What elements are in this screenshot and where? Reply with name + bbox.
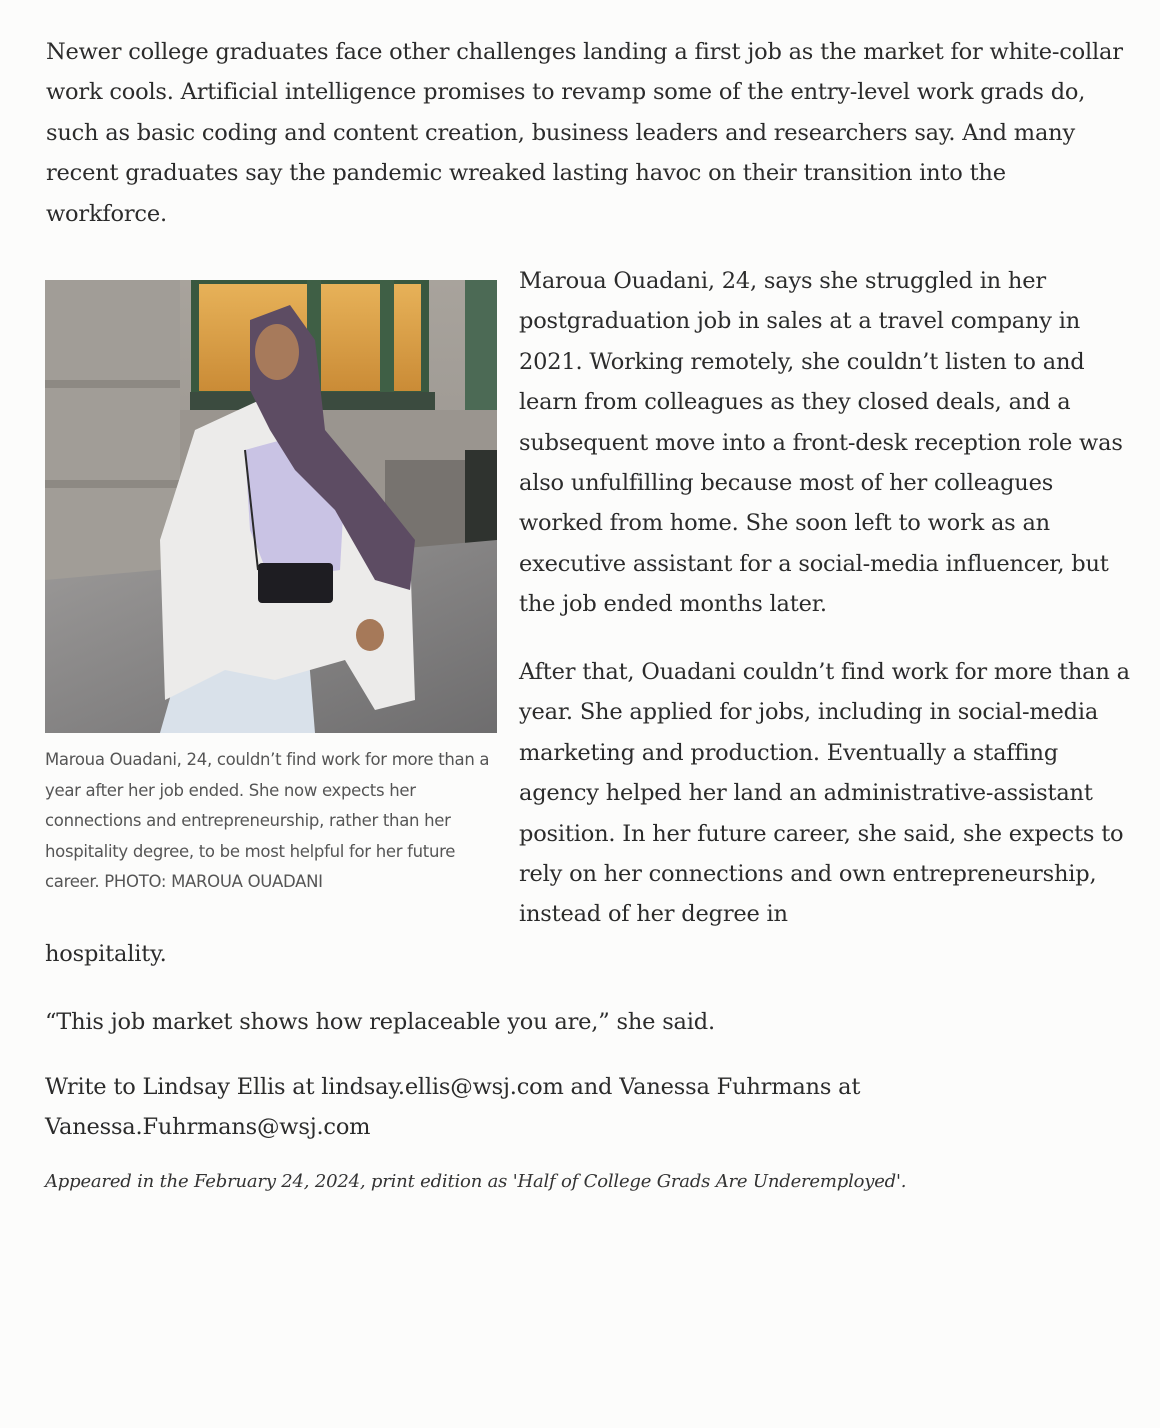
paragraph-after: After that, Ouadani couldn’t find work for more than a year. She applied for jobs, including in social-media marketing and production. Eventually a staffing agency helped her land an administrative-assistant position. In her future career, she said, she expects to rely on her connections and own entrepreneurship, instead of her degree in (519, 659, 1130, 928)
paragraph-intro: Newer college graduates face other challenges landing a first job as the market for white-collar work cools. Artificial intelligence promises to revamp some of the entry-level work grads do, such as basic coding and content creation, business leaders and researchers say. And many recent graduates say the pandemic wreaked lasting havoc on their transition into the workforce. (46, 39, 1123, 227)
author-contact: Write to Lindsay Ellis at lindsay.ellis@wsj.com and Vanessa Fuhrmans at Vanessa.Fuhrmans@wsj.com (45, 1074, 861, 1140)
article-photo (45, 280, 497, 733)
photo-caption: Maroua Ouadani, 24, couldn’t find work for more than a year after her job ended. She now expects her connections and entrepreneurship, rather than her hospitality degree, to be most helpful for her future career. PHOTO: MAROUA OUADANI (45, 750, 490, 891)
print-edition-credit: Appeared in the February 24, 2024, print edition as 'Half of College Grads Are Underemployed'. (45, 1171, 907, 1192)
paragraph-struggle: Maroua Ouadani, 24, says she struggled in her postgraduation job in sales at a travel company in 2021. Working remotely, she couldn’t listen to and learn from colleagues as they closed deals, and a subsequent move into a front-desk reception role was also unfulfilling because most of her colleagues worked from home. She soon left to work as an executive assistant for a social-media influencer, but the job ended months later. (519, 268, 1123, 618)
paragraph-after-continued: hospitality. (45, 941, 167, 967)
paragraph-quote: “This job market shows how replaceable you are,” she said. (45, 1009, 715, 1035)
